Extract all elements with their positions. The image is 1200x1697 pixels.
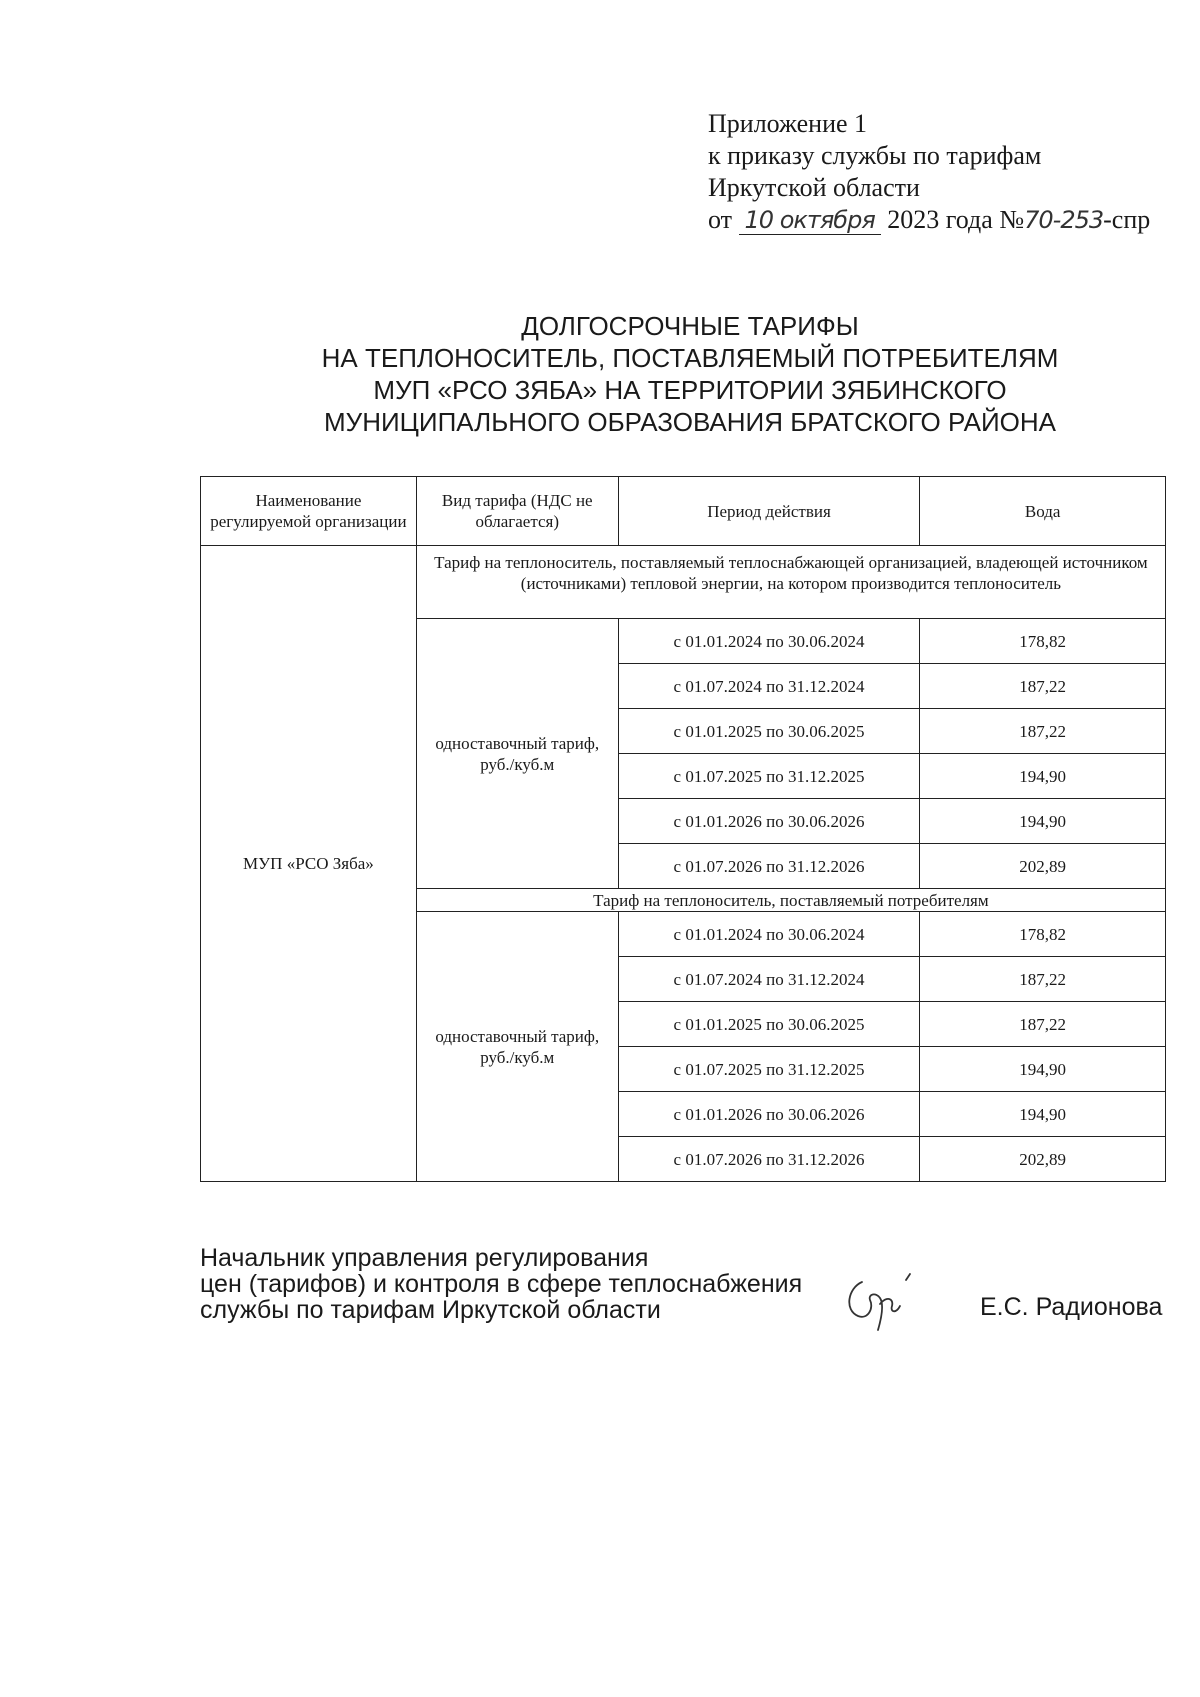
section2-title: Тариф на теплоноситель, поставляемый потребителям [416,889,1165,912]
title-line-1: ДОЛГОСРОЧНЫЕ ТАРИФЫ [521,311,859,341]
value-cell: 178,82 [920,912,1166,957]
period-cell: с 01.07.2025 по 31.12.2025 [618,754,920,799]
appendix-line-3: Иркутской области [708,173,920,202]
period-cell: с 01.07.2026 по 31.12.2026 [618,844,920,889]
header-tariff-type: Вид тарифа (НДС не облагается) [416,477,618,546]
period-cell: с 01.07.2024 по 31.12.2024 [618,664,920,709]
period-cell: с 01.01.2024 по 30.06.2024 [618,912,920,957]
section1-title-row [201,546,1166,619]
date-prefix: от [708,205,733,234]
signature-block [200,1245,802,1323]
value-cell: 178,82 [920,619,1166,664]
value-cell: 202,89 [920,1137,1166,1182]
appendix-date-line [708,204,1150,236]
handwritten-signature-icon [840,1270,940,1334]
appendix-block [708,108,1150,236]
organization-cell: МУП «РСО Зяба» [201,546,417,1182]
value-cell: 187,22 [920,957,1166,1002]
period-cell: с 01.07.2025 по 31.12.2025 [618,1047,920,1092]
handwritten-date: 10 октября [739,206,881,235]
tariff-table [200,476,1166,1182]
section2-tariff-type: одноставочный тариф, руб./куб.м [416,912,618,1182]
period-cell: с 01.01.2026 по 30.06.2026 [618,1092,920,1137]
footer-line-3: службы по тарифам Иркутской области [200,1296,661,1324]
value-cell: 202,89 [920,844,1166,889]
value-cell: 187,22 [920,1002,1166,1047]
handwritten-number: 70-253 [1024,206,1104,234]
appendix-line-2: к приказу службы по тарифам [708,141,1042,170]
footer-line-2: цен (тарифов) и контроля в сфере теплоснабжения [200,1270,803,1298]
period-cell: с 01.01.2026 по 30.06.2026 [618,799,920,844]
header-organization: Наименование регулируемой организации [201,477,417,546]
value-cell: 187,22 [920,664,1166,709]
appendix-line-1: Приложение 1 [708,109,868,138]
period-cell: с 01.07.2026 по 31.12.2026 [618,1137,920,1182]
value-cell: 194,90 [920,754,1166,799]
value-cell: 194,90 [920,799,1166,844]
value-cell: 187,22 [920,709,1166,754]
signer-name: Е.С. Радионова [980,1293,1163,1321]
header-period: Период действия [618,477,920,546]
title-line-3: МУП «РСО ЗЯБА» НА ТЕРРИТОРИИ ЗЯБИНСКОГО [373,375,1007,405]
value-cell: 194,90 [920,1092,1166,1137]
table-header-row [201,477,1166,546]
footer-line-1: Начальник управления регулирования [200,1244,649,1272]
title-line-4: МУНИЦИПАЛЬНОГО ОБРАЗОВАНИЯ БРАТСКОГО РАЙОНА [324,407,1056,437]
title-line-2: НА ТЕПЛОНОСИТЕЛЬ, ПОСТАВЛЯЕМЫЙ ПОТРЕБИТЕЛЯМ [321,343,1059,373]
number-suffix: -спр [1103,205,1151,234]
period-cell: с 01.01.2024 по 30.06.2024 [618,619,920,664]
document-title [200,310,1180,438]
period-cell: с 01.07.2024 по 31.12.2024 [618,957,920,1002]
value-cell: 194,90 [920,1047,1166,1092]
period-cell: с 01.01.2025 по 30.06.2025 [618,1002,920,1047]
period-cell: с 01.01.2025 по 30.06.2025 [618,709,920,754]
section1-tariff-type: одноставочный тариф, руб./куб.м [416,619,618,889]
header-water: Вода [920,477,1166,546]
date-suffix: 2023 года № [887,205,1025,234]
section1-title: Тариф на теплоноситель, поставляемый теплоснабжающей организацией, владеющей источником (источниками) тепловой энергии, на котором производится теплоноситель [416,546,1165,619]
